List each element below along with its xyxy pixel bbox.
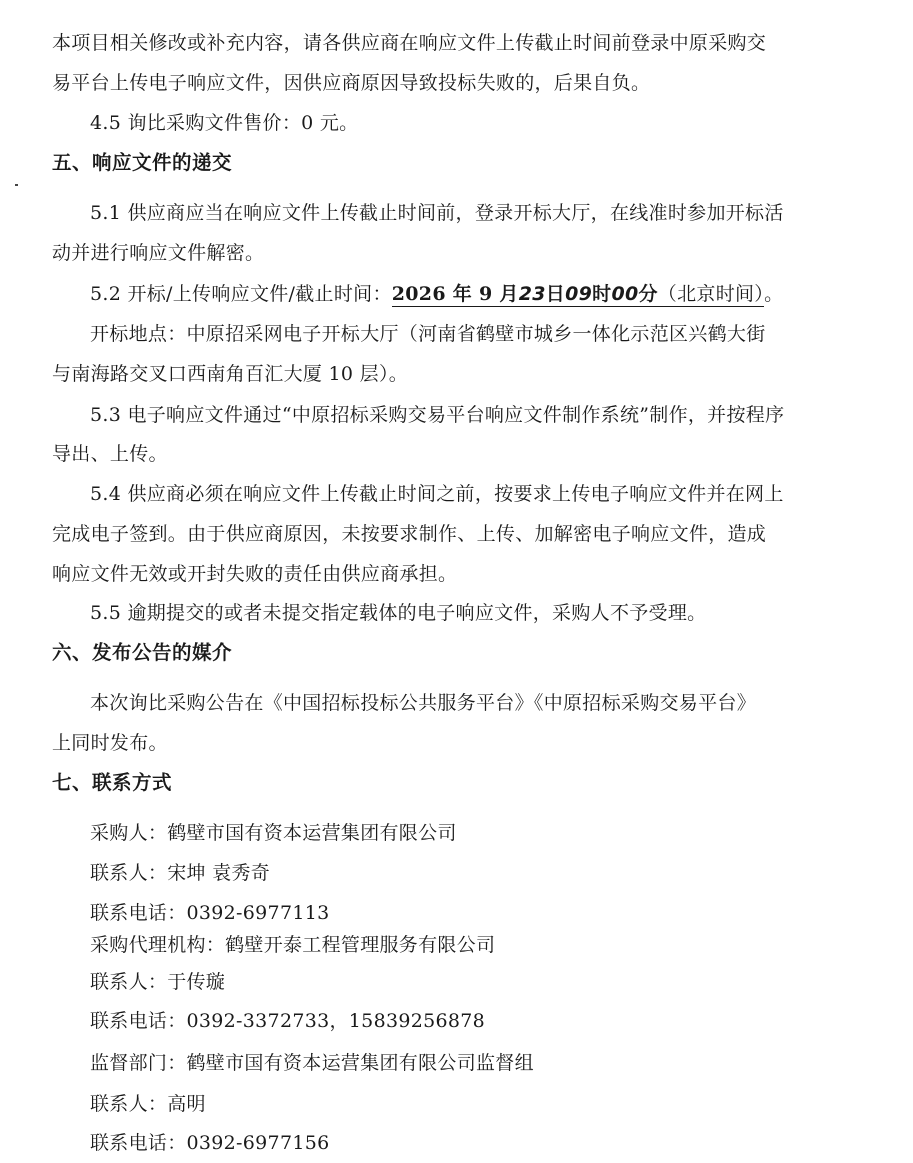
item-5-2	[90, 281, 783, 307]
item-5-1-line-2: 动并进行响应文件解密。	[52, 242, 265, 264]
purchaser: 采购人：鹤壁市国有资本运营集团有限公司	[90, 822, 457, 844]
section-5-heading: 五、响应文件的递交	[52, 151, 233, 174]
item-5-4-line-2: 完成电子签到。由于供应商原因，未按要求制作、上传、加解密电子响应文件，造成	[52, 523, 767, 545]
agency: 采购代理机构：鹤壁开泰工程管理服务有限公司	[90, 934, 496, 956]
venue-line-1: 开标地点：中原招采网电子开标大厅（河南省鹤壁市城乡一体化示范区兴鹤大街	[90, 323, 766, 345]
item-5-4-line-1: 5.4 供应商必须在响应文件上传截止时间之前，按要求上传电子响应文件并在网上	[90, 483, 784, 505]
deadline-datetime	[392, 283, 764, 307]
section-6-line-2: 上同时发布。	[52, 732, 168, 754]
venue-line-2: 与南海路交叉口西南角百汇大厦 10 层）。	[52, 363, 409, 385]
deadline-hour-handwritten: 09	[565, 283, 593, 305]
deadline-minute-unit: 分	[638, 283, 658, 305]
deadline-day-handwritten: 23	[518, 283, 546, 305]
item-5-3-line-1: 5.3 电子响应文件通过“中原招标采购交易平台响应文件制作系统”制作，并按程序	[90, 404, 785, 426]
scan-speck	[15, 184, 18, 186]
amend-paragraph-line-1: 本项目相关修改或补充内容，请各供应商在响应文件上传截止时间前登录中原采购交	[52, 32, 767, 54]
section-7-heading: 七、联系方式	[52, 771, 173, 794]
deadline-timezone: （北京时间）	[657, 283, 765, 305]
section-6-heading: 六、发布公告的媒介	[52, 641, 233, 664]
section-6-line-1: 本次询比采购公告在《中国招标投标公共服务平台》《中原招标采购交易平台》	[90, 692, 757, 714]
item-5-5: 5.5 逾期提交的或者未提交指定载体的电子响应文件，采购人不予受理。	[90, 602, 707, 624]
item-4-5: 4.5 询比采购文件售价：0 元。	[90, 112, 359, 134]
deadline-minute-handwritten: 00	[611, 283, 639, 305]
item-5-4-line-3: 响应文件无效或开封失败的责任由供应商承担。	[52, 563, 458, 585]
item-5-1-line-1: 5.1 供应商应当在响应文件上传截止时间前，登录开标大厅，在线准时参加开标活	[90, 202, 784, 224]
purchaser-contact: 联系人：宋坤 袁秀奇	[90, 862, 271, 884]
purchaser-phone: 联系电话：0392-6977113	[90, 902, 330, 924]
agency-phone: 联系电话：0392-3372733，15839256878	[90, 1010, 486, 1032]
item-5-2-prefix: 5.2 开标/上传响应文件/截止时间：	[90, 283, 392, 305]
supervisor-phone: 联系电话：0392-6977156	[90, 1132, 330, 1154]
supervisor-contact: 联系人：高明	[90, 1093, 206, 1115]
deadline-day-unit: 日	[545, 283, 566, 305]
item-5-3-line-2: 导出、上传。	[52, 443, 168, 465]
item-5-2-suffix: 。	[764, 283, 784, 305]
supervisor: 监督部门：鹤壁市国有资本运营集团有限公司监督组	[90, 1052, 534, 1074]
deadline-year-month: 2026 年 9 月	[391, 283, 519, 305]
deadline-hour-unit: 时	[592, 283, 612, 305]
amend-paragraph-line-2: 易平台上传电子响应文件，因供应商原因导致投标失败的，后果自负。	[52, 72, 651, 94]
agency-contact: 联系人：于传璇	[90, 971, 226, 993]
